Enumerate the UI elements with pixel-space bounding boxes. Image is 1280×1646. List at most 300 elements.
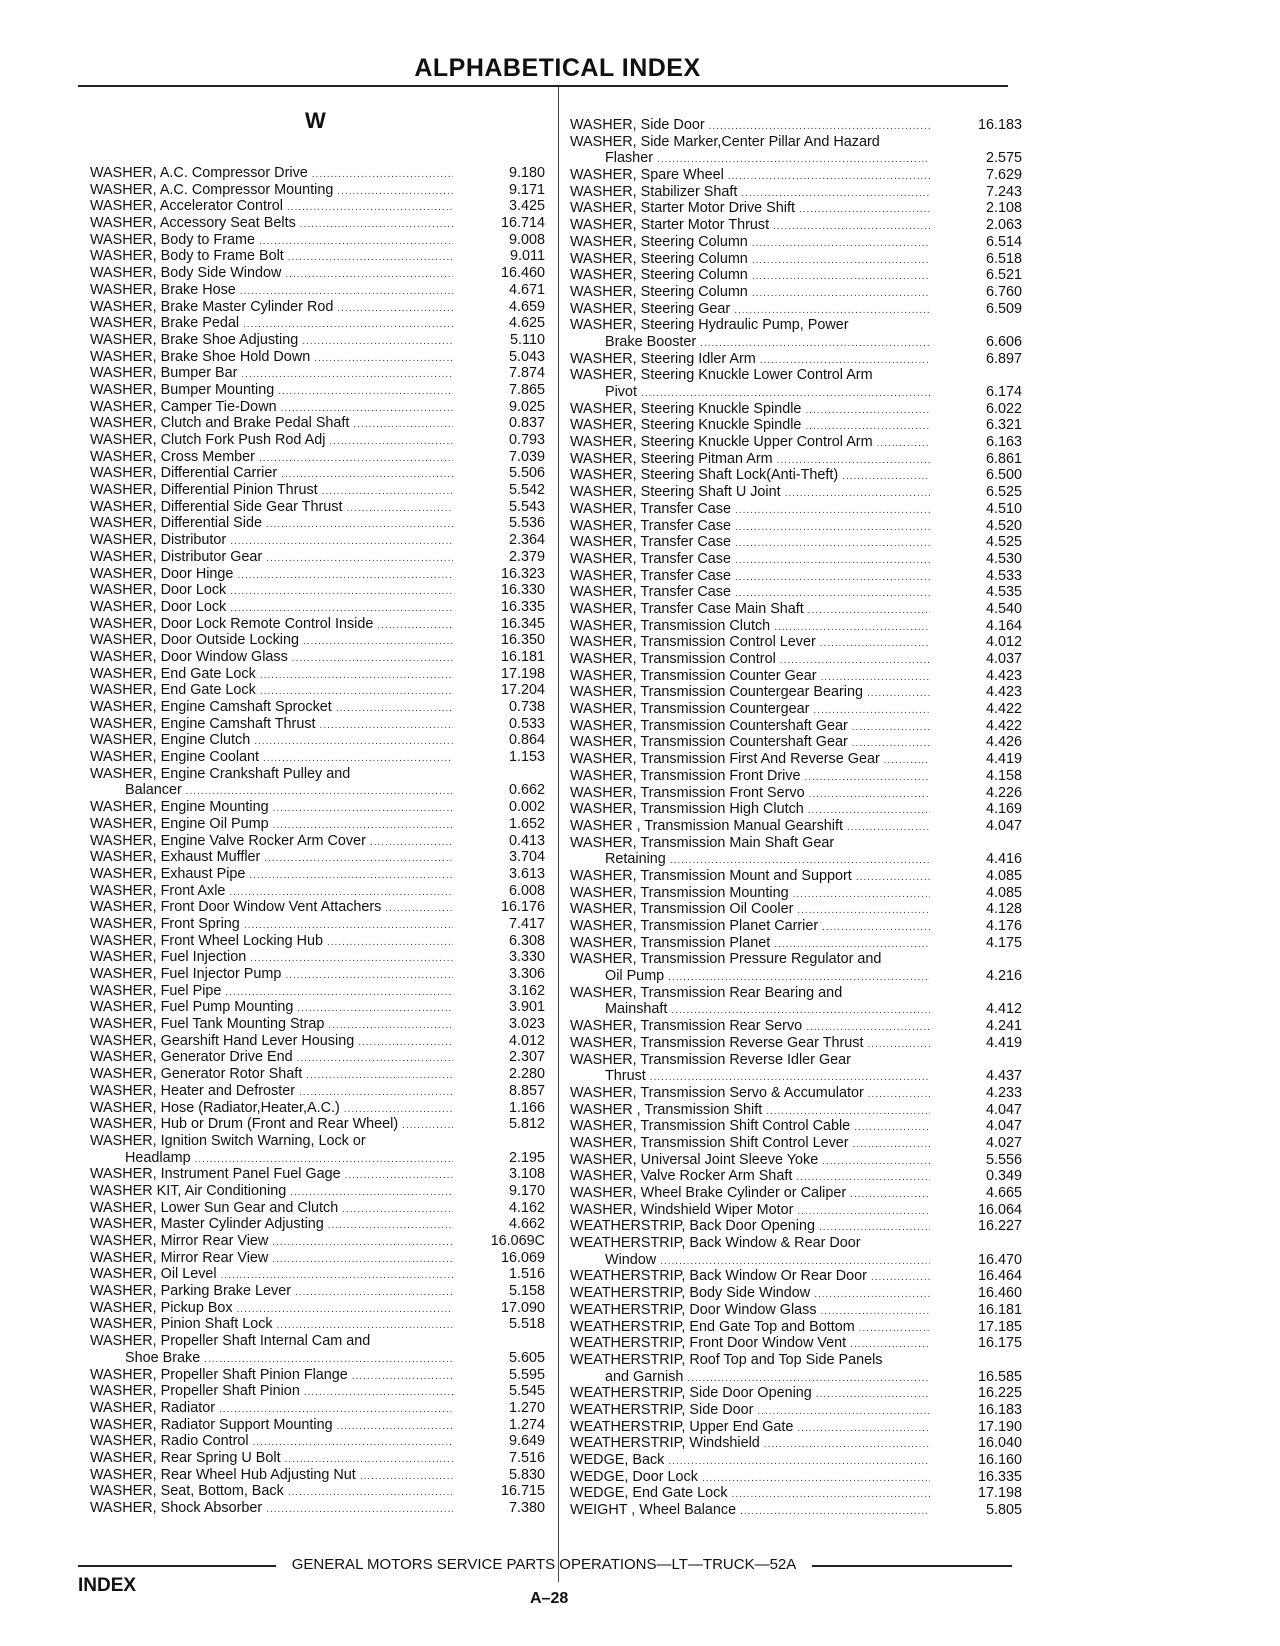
index-entry	[570, 851, 1022, 868]
entry-page: 4.176	[985, 918, 1022, 934]
entry-name: WASHER, Transfer Case	[570, 534, 732, 551]
index-entry	[90, 849, 545, 866]
index-entry	[90, 1066, 545, 1083]
entry-page: 9.649	[508, 1433, 545, 1450]
index-entry	[90, 632, 545, 649]
index-entry	[570, 1319, 1022, 1336]
entry-name: WASHER, Universal Joint Sleeve Yoke	[570, 1151, 819, 1168]
index-entry	[570, 434, 1022, 451]
entry-name: Headlamp	[125, 1149, 191, 1166]
entry-name: Shoe Brake	[125, 1349, 201, 1366]
entry-name: WASHER, Transmission Rear Bearing and	[570, 984, 843, 1001]
entry-page: 17.185	[977, 1318, 1022, 1335]
entry-page: 16.176	[500, 899, 545, 916]
entry-page: 4.422	[985, 717, 1022, 734]
entry-name: WASHER, Hub or Drum (Front and Rear Wheel)	[90, 1116, 399, 1133]
entry-page: 5.805	[985, 1502, 1022, 1519]
entry-name: WASHER, Steering Column	[570, 283, 748, 300]
entry-name: Oil Pump	[605, 968, 665, 985]
entry-page: 5.605	[508, 1349, 545, 1366]
index-entry	[90, 1116, 545, 1133]
entry-page: 4.047	[985, 817, 1022, 834]
entry-page: 16.585	[977, 1368, 1022, 1385]
leader-dots	[300, 217, 453, 234]
entry-page: 5.543	[508, 498, 545, 515]
entry-page: 17.198	[977, 1485, 1022, 1502]
entry-name: WASHER, Fuel Pipe	[90, 982, 222, 999]
entry-name: WASHER, Master Cylinder Adjusting	[90, 1216, 324, 1233]
leader-dots	[735, 520, 930, 537]
index-entry	[570, 1452, 1022, 1469]
index-entry	[90, 999, 545, 1016]
entry-page: 2.280	[508, 1066, 545, 1083]
index-entry	[570, 1252, 1022, 1269]
leader-dots	[302, 334, 453, 351]
entry-name: WASHER, Starter Motor Thrust	[570, 217, 770, 234]
entry-page: 3.901	[508, 999, 545, 1016]
entry-page: 7.516	[508, 1449, 545, 1466]
entry-page: 1.270	[508, 1399, 545, 1416]
entry-page: 5.556	[985, 1151, 1022, 1168]
entry-name: WASHER, Starter Motor Drive Shift	[570, 200, 795, 217]
entry-name: WASHER, Accessory Seat Belts	[90, 215, 296, 232]
entry-name: WASHER, Transmission Oil Cooler	[570, 901, 794, 918]
entry-name: WASHER, Propeller Shaft Pinion Flange	[90, 1366, 348, 1383]
index-entry	[90, 265, 545, 282]
entry-name: WEATHERSTRIP, Front Door Window Vent	[570, 1335, 847, 1352]
leader-dots	[735, 570, 930, 587]
entry-page: 1.652	[508, 815, 545, 832]
entry-page: 16.069C	[490, 1233, 545, 1249]
entry-name: WASHER, Mirror Rear View	[90, 1249, 269, 1266]
index-entry	[90, 1500, 545, 1517]
entry-name: WASHER, Engine Coolant	[90, 749, 260, 766]
leader-dots	[264, 851, 453, 868]
entry-name: WEATHERSTRIP, Side Door Opening	[570, 1385, 812, 1402]
leader-dots	[884, 753, 930, 770]
entry-name: WASHER, Steering Idler Arm	[570, 350, 756, 367]
entry-page: 16.335	[977, 1468, 1022, 1485]
entry-page: 16.183	[977, 1401, 1022, 1418]
entry-page: 16.345	[500, 615, 545, 632]
entry-name: WASHER, Door Lock	[90, 582, 227, 599]
entry-page: 3.613	[508, 865, 545, 882]
entry-page: 0.533	[508, 715, 545, 732]
index-entry	[90, 215, 545, 232]
leader-dots	[868, 1037, 931, 1054]
entry-page: 16.335	[500, 598, 545, 615]
index-entry	[570, 718, 1022, 735]
entry-name: WASHER, Fuel Injector Pump	[90, 966, 282, 982]
index-entry	[570, 467, 1022, 484]
entry-page: 7.417	[508, 915, 545, 932]
entry-name: WASHER, Steering Knuckle Spindle	[570, 400, 802, 417]
leader-dots	[260, 668, 453, 685]
index-entry	[570, 301, 1022, 318]
entry-page: 4.533	[985, 567, 1022, 584]
leader-dots	[402, 1118, 453, 1135]
entry-name: WASHER, Transmission Countergear	[570, 701, 810, 718]
leader-dots	[337, 1419, 453, 1436]
leader-dots	[352, 1369, 453, 1386]
index-entry	[90, 282, 545, 299]
leader-dots	[249, 868, 453, 885]
entry-page: 2.364	[508, 532, 545, 549]
entry-page: 8.857	[508, 1082, 545, 1099]
entry-name: WASHER, Transmission Countergear Bearing	[570, 684, 863, 701]
entry-name: WASHER, Gearshift Hand Lever Housing	[90, 1032, 355, 1049]
leader-dots	[385, 901, 453, 918]
index-entry	[570, 1502, 1022, 1519]
entry-page: 4.423	[985, 667, 1022, 684]
left-index-column	[90, 165, 545, 1517]
entry-page: 4.423	[985, 684, 1022, 701]
index-entry	[570, 801, 1022, 818]
entry-name: WASHER, Steering Shaft U Joint	[570, 484, 781, 501]
index-entry	[90, 766, 545, 783]
entry-page: 9.011	[510, 248, 545, 265]
index-entry	[90, 1350, 545, 1367]
index-entry	[570, 1268, 1022, 1285]
entry-name: WEATHERSTRIP, Windshield	[570, 1435, 760, 1452]
index-entry	[90, 866, 545, 883]
entry-name: WASHER, Differential Pinion Thrust	[90, 482, 318, 499]
entry-name: WASHER, Transmission Servo & Accumulator	[570, 1084, 864, 1101]
leader-dots	[304, 1385, 453, 1402]
entry-page: 4.164	[985, 617, 1022, 634]
index-entry	[570, 284, 1022, 301]
index-entry	[570, 451, 1022, 468]
index-entry	[570, 551, 1022, 568]
entry-name: WASHER, Exhaust Pipe	[90, 865, 246, 882]
entry-name: WASHER, Windshield Wiper Motor	[570, 1201, 794, 1218]
entry-name: WASHER, Shock Absorber	[90, 1500, 263, 1516]
entry-page: 5.595	[508, 1366, 545, 1383]
entry-name: WASHER, Distributor	[90, 532, 227, 549]
index-entry	[90, 465, 545, 482]
leader-dots	[852, 720, 930, 737]
entry-page: 16.064	[977, 1201, 1022, 1218]
entry-page: 6.308	[508, 932, 545, 949]
entry-name: WASHER, Brake Shoe Adjusting	[90, 331, 299, 348]
index-entry	[90, 1433, 545, 1450]
entry-page: 17.198	[500, 665, 545, 682]
entry-name: WASHER, Transmission Reverse Gear Thrust	[570, 1034, 864, 1051]
entry-page: 2.307	[508, 1049, 545, 1066]
entry-page: 4.659	[508, 298, 545, 315]
leader-dots	[306, 1068, 453, 1085]
index-entry	[570, 1302, 1022, 1319]
index-entry	[570, 885, 1022, 902]
entry-page: 16.715	[500, 1483, 545, 1500]
entry-name: WASHER, Clutch and Brake Pedal Shaft	[90, 415, 350, 432]
leader-dots	[285, 267, 453, 284]
entry-page: 1.153	[508, 749, 545, 766]
footer-rule-left	[78, 1565, 276, 1567]
entry-name: Mainshaft	[605, 1001, 668, 1018]
entry-name: WASHER, Transmission Pressure Regulator and	[570, 951, 882, 968]
entry-page: 0.662	[508, 782, 545, 799]
entry-name: WASHER, Accelerator Control	[90, 198, 284, 215]
leader-dots	[327, 935, 453, 952]
entry-page: 4.540	[985, 600, 1022, 617]
entry-page: 2.379	[508, 548, 545, 565]
entry-name: WASHER, Heater and Defroster	[90, 1082, 296, 1099]
leader-dots	[847, 820, 930, 837]
entry-name: WASHER, Spare Wheel	[570, 167, 724, 184]
entry-name: WASHER , Transmission Shift	[570, 1101, 763, 1118]
entry-page: 16.183	[977, 117, 1022, 133]
index-entry	[570, 267, 1022, 284]
entry-page: 5.043	[508, 348, 545, 365]
entry-name: Window	[605, 1251, 657, 1268]
entry-page: 6.174	[985, 384, 1022, 400]
index-entry	[570, 117, 1022, 134]
entry-name: WASHER, Front Door Window Vent Attachers	[90, 899, 382, 916]
entry-page: 4.671	[508, 281, 545, 298]
index-entry	[90, 833, 545, 850]
index-entry	[90, 1166, 545, 1183]
entry-page: 6.509	[985, 300, 1022, 317]
entry-page: 3.704	[508, 849, 545, 866]
entry-page: 4.426	[985, 734, 1022, 751]
index-entry	[570, 534, 1022, 551]
entry-name: WASHER, Pickup Box	[90, 1299, 233, 1316]
entry-name: WASHER, Steering Knuckle Spindle	[570, 417, 802, 434]
index-entry	[90, 1150, 545, 1167]
entry-name: WASHER, Transmission Counter Gear	[570, 667, 817, 684]
entry-name: WASHER, Transfer Case	[570, 584, 732, 601]
leader-dots	[854, 1120, 930, 1137]
entry-name: WASHER, Steering Knuckle Upper Control Arm	[570, 434, 873, 451]
index-entry	[570, 1352, 1022, 1369]
entry-page: 4.158	[985, 767, 1022, 784]
entry-page: 16.460	[500, 265, 545, 282]
index-entry	[570, 217, 1022, 234]
entry-name: WASHER, Transmission Main Shaft Gear	[570, 834, 835, 851]
entry-page: 17.090	[500, 1299, 545, 1316]
index-entry	[570, 134, 1022, 151]
entry-name: WASHER, Radiator	[90, 1399, 216, 1416]
leader-dots	[230, 534, 453, 551]
entry-page: 16.330	[500, 582, 545, 599]
leader-dots	[266, 551, 453, 568]
entry-page: 16.069	[500, 1249, 545, 1266]
leader-dots	[259, 451, 453, 468]
index-entry	[570, 1085, 1022, 1102]
leader-dots	[295, 1285, 453, 1302]
index-entry	[90, 816, 545, 833]
index-entry	[570, 1152, 1022, 1169]
entry-name: WASHER, Front Wheel Locking Hub	[90, 932, 323, 949]
entry-page: 4.128	[985, 901, 1022, 918]
index-entry	[570, 634, 1022, 651]
index-entry	[570, 234, 1022, 251]
leader-dots	[272, 1235, 453, 1252]
entry-name: WASHER, Door Outside Locking	[90, 632, 300, 649]
entry-name: WEDGE, End Gate Lock	[570, 1485, 728, 1502]
leader-dots	[797, 1421, 930, 1438]
index-entry	[90, 299, 545, 316]
footer-rule-right	[812, 1565, 1012, 1567]
leader-dots	[764, 1437, 930, 1454]
leader-dots	[752, 253, 930, 270]
index-entry	[570, 1435, 1022, 1452]
entry-name: WASHER , Transmission Manual Gearshift	[570, 817, 843, 834]
entry-name: WEATHERSTRIP, Back Window & Rear Door	[570, 1235, 861, 1252]
entry-page: 5.830	[508, 1466, 545, 1483]
entry-name: WASHER, Steering Column	[570, 233, 748, 250]
entry-name: WASHER, Transmission Control Lever	[570, 634, 816, 651]
entry-name: WASHER, Steering Column	[570, 250, 748, 267]
entry-page: 4.419	[985, 1034, 1022, 1051]
entry-name: WASHER, Rear Wheel Hub Adjusting Nut	[90, 1466, 356, 1483]
leader-dots	[740, 1504, 930, 1521]
entry-name: Thrust	[605, 1068, 646, 1085]
leader-dots	[253, 1435, 453, 1452]
leader-dots	[320, 718, 453, 735]
entry-page: 16.350	[500, 632, 545, 649]
entry-page: 0.837	[508, 415, 545, 432]
index-entry	[570, 651, 1022, 668]
entry-name: WASHER, Propeller Shaft Pinion	[90, 1383, 300, 1400]
entry-page: 4.525	[985, 534, 1022, 551]
entry-name: WASHER, Fuel Pump Mounting	[90, 999, 294, 1016]
entry-name: WASHER, Transmission Mount and Support	[570, 867, 852, 884]
entry-name: WASHER, Steering Shaft Lock(Anti-Theft)	[570, 467, 839, 484]
entry-page: 0.349	[985, 1168, 1022, 1185]
entry-name: WASHER, Transfer Case Main Shaft	[570, 600, 804, 617]
index-entry	[570, 251, 1022, 268]
index-entry	[90, 365, 545, 382]
leader-dots	[822, 920, 930, 937]
entry-page: 6.897	[985, 350, 1022, 367]
entry-name: WASHER, Transfer Case	[570, 567, 732, 584]
entry-name: WASHER, Transmission Clutch	[570, 617, 771, 634]
entry-name: WASHER, Brake Master Cylinder Rod	[90, 298, 334, 315]
entry-page: 16.470	[977, 1251, 1022, 1268]
entry-page: 16.460	[977, 1285, 1022, 1302]
leader-dots	[793, 887, 930, 904]
index-entry	[570, 1118, 1022, 1135]
index-entry	[570, 1052, 1022, 1069]
index-entry	[90, 165, 545, 182]
index-entry	[90, 799, 545, 816]
entry-name: WASHER, Engine Camshaft Sprocket	[90, 699, 332, 715]
entry-page: 4.625	[508, 315, 545, 332]
index-entry	[90, 899, 545, 916]
entry-name: WEATHERSTRIP, Roof Top and Top Side Panels	[570, 1351, 883, 1368]
index-entry	[570, 584, 1022, 601]
leader-dots	[814, 1287, 930, 1304]
index-entry	[90, 1383, 545, 1400]
entry-page: 0.864	[508, 732, 545, 749]
entry-page: 9.170	[508, 1182, 545, 1199]
index-entry	[90, 482, 545, 499]
entry-page: 9.025	[508, 398, 545, 415]
entry-page: 16.464	[977, 1268, 1022, 1285]
entry-name: WASHER, Camper Tie-Down	[90, 398, 277, 415]
leader-dots	[799, 202, 930, 219]
entry-page: 4.012	[985, 634, 1022, 651]
index-entry	[570, 601, 1022, 618]
leader-dots	[377, 618, 453, 635]
entry-name: WASHER, Lower Sun Gear and Clutch	[90, 1199, 339, 1216]
leader-dots	[797, 1204, 930, 1221]
right-index-column	[570, 117, 1022, 1519]
entry-name: WASHER, Radio Control	[90, 1433, 249, 1450]
leader-dots	[337, 301, 453, 318]
index-entry	[90, 749, 545, 766]
leader-dots	[266, 517, 453, 534]
entry-page: 4.037	[985, 651, 1022, 667]
entry-name: WEATHERSTRIP, End Gate Top and Bottom	[570, 1318, 855, 1335]
index-entry	[570, 1335, 1022, 1352]
entry-page: 6.861	[985, 450, 1022, 467]
index-entry	[90, 1183, 545, 1200]
index-entry	[570, 417, 1022, 434]
index-entry	[90, 933, 545, 950]
entry-page: 16.227	[977, 1218, 1022, 1235]
leader-dots	[370, 835, 453, 852]
entry-page: 4.169	[985, 801, 1022, 818]
leader-dots	[292, 651, 453, 668]
index-entry	[90, 566, 545, 583]
leader-dots	[337, 184, 453, 201]
entry-name: WASHER, Transmission Front Servo	[570, 784, 805, 801]
entry-page: 4.216	[985, 968, 1022, 985]
entry-page: 3.306	[508, 966, 545, 982]
leader-dots	[668, 1454, 930, 1471]
entry-page: 4.665	[985, 1185, 1022, 1201]
entry-name: WASHER, Fuel Injection	[90, 949, 247, 966]
entry-name: WASHER, Body to Frame	[90, 231, 256, 248]
index-entry	[570, 1218, 1022, 1235]
entry-page: 5.545	[508, 1383, 545, 1400]
index-entry	[570, 1185, 1022, 1202]
entry-page: 5.812	[508, 1116, 545, 1133]
section-label: INDEX	[78, 1575, 137, 1596]
entry-page: 3.023	[508, 1016, 545, 1033]
index-entry	[570, 167, 1022, 184]
leader-dots	[230, 584, 453, 601]
entry-name: WASHER, A.C. Compressor Mounting	[90, 181, 334, 198]
entry-name: WASHER, Transmission Shift Control Lever	[570, 1134, 849, 1151]
index-entry	[570, 868, 1022, 885]
entry-name: WASHER, Transfer Case	[570, 517, 732, 534]
entry-name: WEATHERSTRIP, Back Door Opening	[570, 1218, 815, 1235]
leader-dots	[288, 250, 453, 267]
leader-dots	[805, 403, 930, 420]
entry-name: WASHER, Side Door	[570, 117, 705, 133]
entry-page: 7.380	[508, 1500, 545, 1516]
index-entry	[570, 1285, 1022, 1302]
entry-name: WASHER, Engine Valve Rocker Arm Cover	[90, 832, 366, 849]
entry-name: WEDGE, Back	[570, 1452, 665, 1468]
entry-page: 1.274	[508, 1416, 545, 1433]
index-entry	[90, 182, 545, 199]
entry-page: 9.008	[508, 231, 545, 248]
index-entry	[90, 1300, 545, 1317]
index-entry	[90, 1016, 545, 1033]
entry-page: 4.419	[985, 751, 1022, 768]
leader-dots	[856, 870, 930, 887]
entry-name: WASHER, Body to Frame Bolt	[90, 248, 284, 265]
index-entry	[90, 1367, 545, 1384]
index-entry	[570, 1469, 1022, 1486]
entry-page: 17.190	[977, 1418, 1022, 1435]
index-entry	[90, 1316, 545, 1333]
